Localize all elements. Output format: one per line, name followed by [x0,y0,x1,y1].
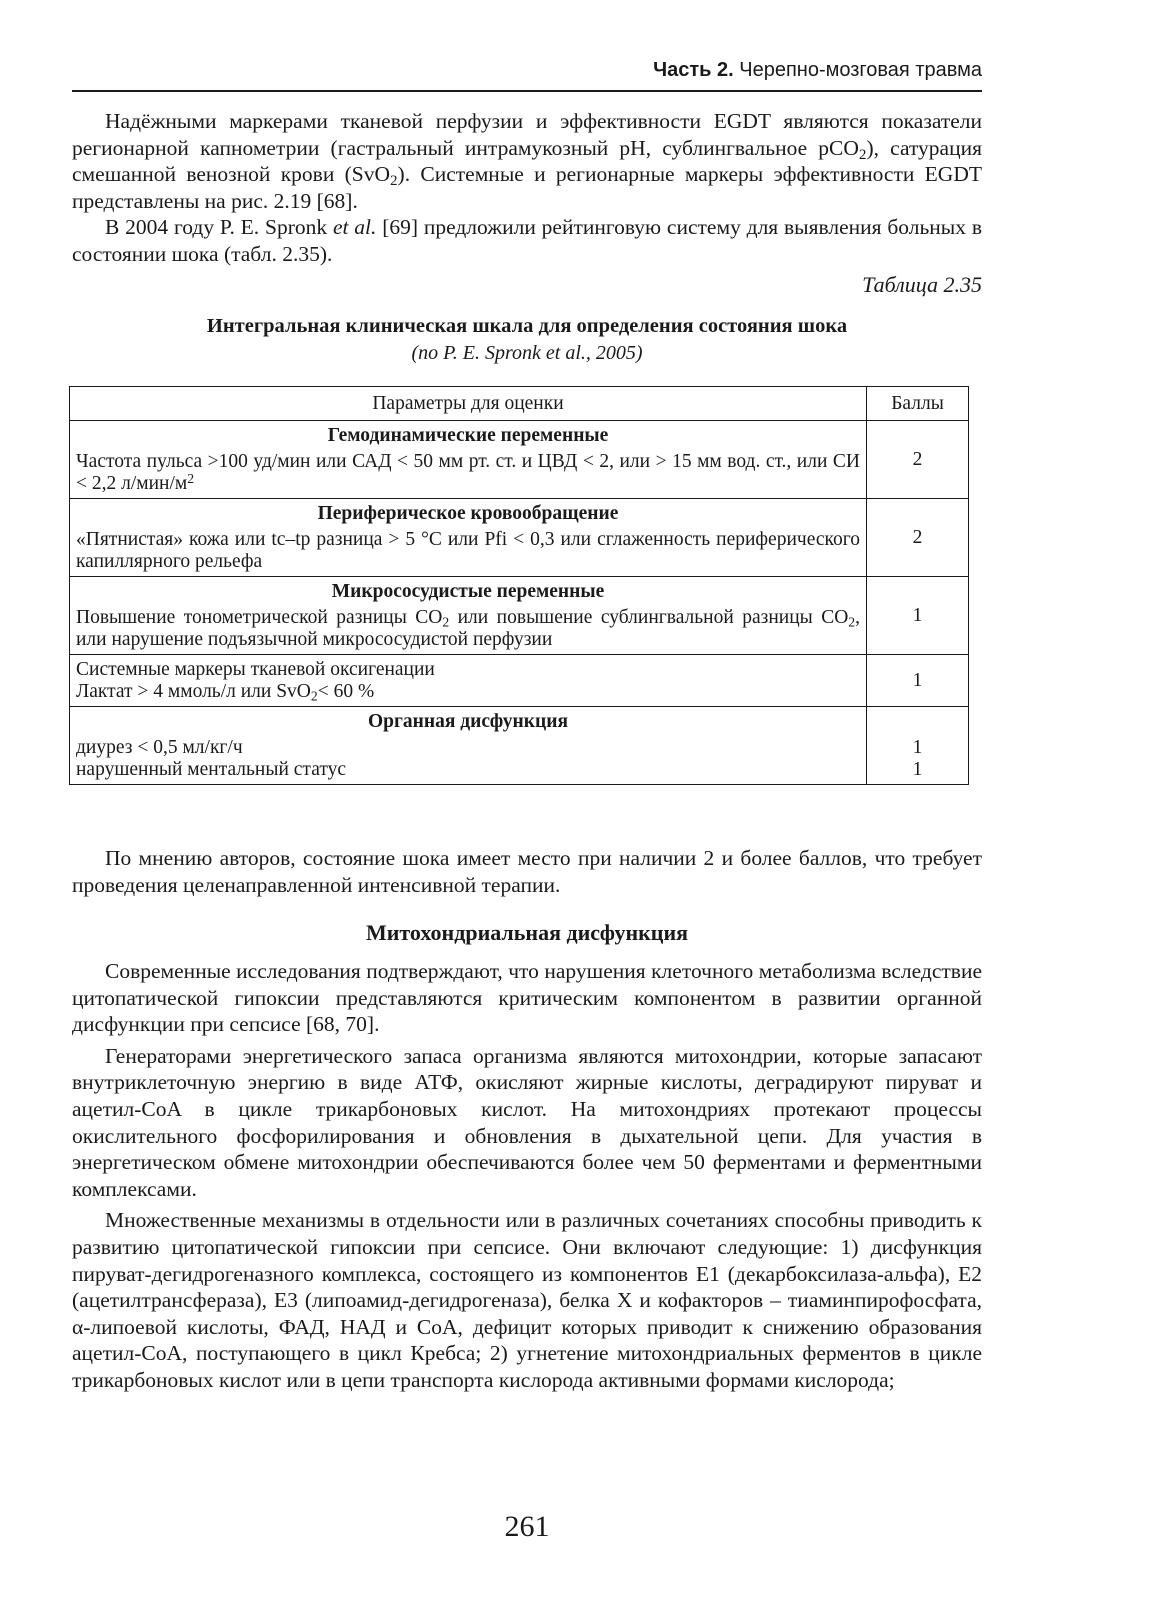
after-table-paragraph: По мнению авторов, состояние шока имеет место при наличии 2 и более баллов, что требует проведения целенаправленной интенсивной терапии. [72,846,982,897]
criterion-text: Повышение тонометрической разницы $CO_2$ или повышение сублингвальной разницы $CO_2$, или нарушение подъязычной микрососудистой перфузии [76,607,860,650]
group-title-organ: Органная дисфункция [367,711,568,732]
section-paragraph-1: Современные исследования подтверждают, что нарушения клеточного метаболизма вследствие цитопатической гипоксии представляются критическим компонентом в развитии органной дисфункции при сепсисе [68, 70]. [72,959,982,1037]
criterion-text: Лактат > 4 ммоль/л или SvO$_2$< 60 % [76,681,375,704]
score-value: 2 [867,499,969,577]
table-header-row [70,387,969,421]
score-value: 1 [867,655,969,707]
running-head-part: Часть 2. [653,59,734,81]
section-text [72,958,982,1394]
table-row [70,655,969,707]
score-values [867,707,969,785]
intro-text [72,108,982,268]
table-row [70,577,969,655]
criterion-text: Частота пульса >100 уд/мин или САД < 50 мм рт. ст. и ЦВД < 2, или > 15 мм вод. ст., или СИ < 2,2 $л/мин/м^2$ [76,451,860,494]
after-table-text [72,845,982,898]
section-heading: Митохондриальная дисфункция [365,920,689,945]
score-value: 2 [867,421,969,499]
criterion-heading: Системные маркеры тканевой оксигенации [76,659,435,680]
group-title-microvascular: Микрососудистые переменные [331,581,605,602]
table-row [70,421,969,499]
table-title: Интегральная клиническая шкала для определения состояния шока [206,315,848,337]
table-subtitle: (по P. E. Spronk et al., 2005) [411,342,643,364]
group-title-peripheral: Периферическое кровообращение [317,503,619,524]
section-paragraph-3: Множественные механизмы в отдельности или в различных сочетаниях способны приводить к развитию цитопатической гипоксии при сепсисе. Они включают следующие: 1) дисфункция пируват-дегидрогеназного комплекса, состоящего из компонентов E1 (декарбоксилаза-альфа), E2 (ацетилтрансфераза), E3 (липоамид-дегидрогеназа), белка X и кофакторов – тиаминпирофосфата, α-липоевой кислоты, ФАД, НАД и CoA, дефицит которых приводит к снижению образования ацетил-CoA, поступающего в цикл Кребса; 2) угнетение митохондриальных ферментов в цикле трикарбоновых кислот или в цепи транспорта кислорода активными формами кислорода; [72,1208,982,1392]
score-value: 1 [867,577,969,655]
score-value: 1 [912,759,923,780]
table-row [70,707,969,785]
table-row [70,499,969,577]
running-head-chapter: Черепно-мозговая травма [739,59,982,81]
criterion-text: нарушенный ментальный статус [76,759,347,780]
intro-paragraph-1: Надёжными маркерами тканевой перфузии и эффективности EGDT являются показатели регионарной капнометрии (гастральный интрамукозный pH, сублингвальное pCO$_2$), сатурация смешанной венозной крови (SvO$_2$). Системные и регионарные маркеры эффективности EGDT представлены на рис. 2.19 [68]. [72,109,982,213]
page-number: 261 [504,1510,550,1543]
shock-score-table [69,386,969,785]
column-header-params: Параметры для оценки [70,387,867,421]
section-paragraph-2: Генераторами энергетического запаса организма являются митохондрии, которые запасают внутриклеточную энергию в виде АТФ, окисляют жирные кислоты, деградируют пируват и ацетил-CoA в цикле трикарбоновых кислот. На митохондриях протекают процессы окислительного фосфорилирования и обновления в дыхательной цепи. Для участия в энергетическом обмене митохондрии обеспечиваются более чем 50 ферментами и ферментными комплексами. [72,1043,982,1201]
group-title-hemodynamic: Гемодинамические переменные [327,425,609,446]
running-head [72,52,982,92]
criterion-text: диурез < 0,5 мл/кг/ч [76,737,243,758]
table-label: Таблица 2.35 [862,272,982,297]
criterion-text: «Пятнистая» кожа или tc–tp разница > 5 °С или Pfi < 0,3 или сглаженность периферического капиллярного рельефа [76,529,860,572]
column-header-score: Баллы [867,387,969,421]
intro-paragraph-2: В 2004 году P. E. Spronk et al. [69] предложили рейтинговую систему для выявления больных в состоянии шока (табл. 2.35). [72,215,982,266]
score-value: 1 [912,737,923,758]
